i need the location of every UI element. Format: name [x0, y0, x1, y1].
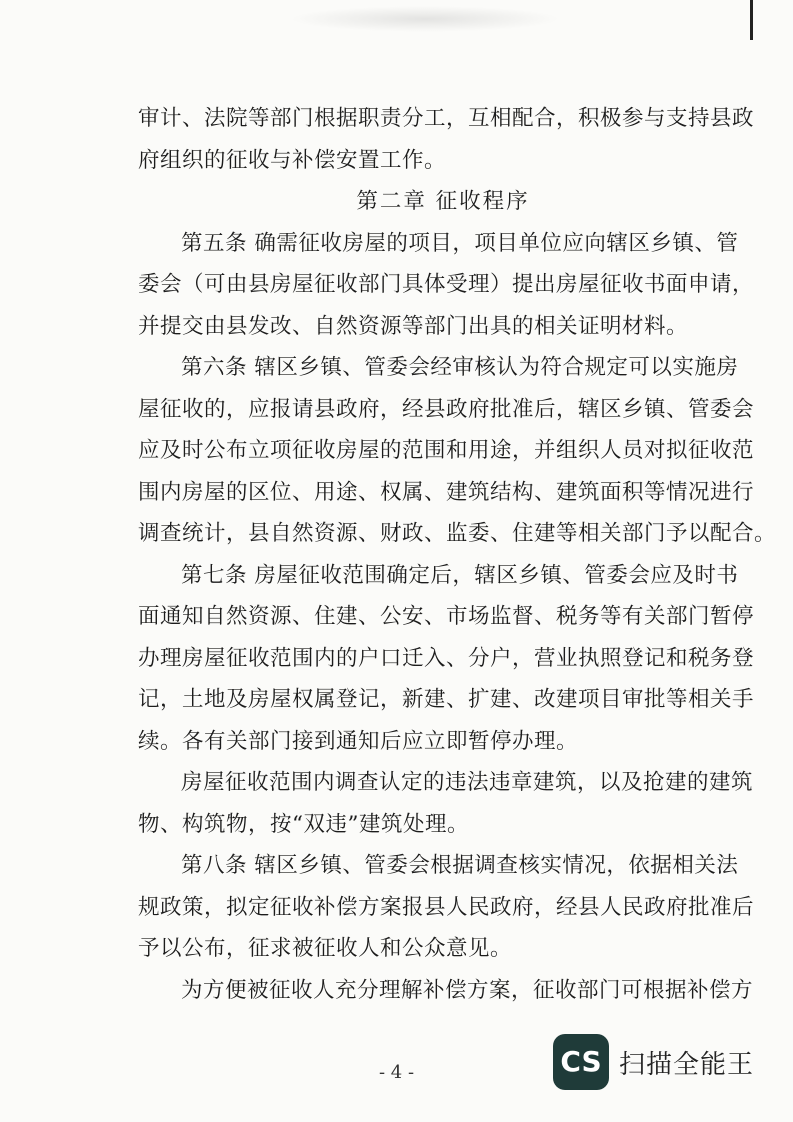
- article-8-line: 第八条 辖区乡镇、管委会根据调查核实情况，依据相关法: [181, 853, 739, 878]
- paragraph-line: 记，土地及房屋权属登记，新建、扩建、改建项目审批等相关手: [138, 687, 755, 712]
- paragraph-line: 委会（可由县房屋征收部门具体受理）提出房屋征收书面申请，: [138, 272, 755, 297]
- paragraph-line: 办理房屋征收范围内的户口迁入、分户，营业执照登记和税务登: [138, 645, 755, 671]
- paragraph-line: 规政策，拟定征收补偿方案报县人民政府，经县人民政府批准后: [138, 894, 755, 920]
- camscanner-watermark: [553, 1034, 763, 1092]
- watermark-label: 扫描全能王: [619, 1050, 755, 1080]
- paragraph-line: 应及时公布立项征收房屋的范围和用途，并组织人员对拟征收范: [138, 438, 755, 463]
- camscanner-logo-icon: CS: [553, 1034, 609, 1090]
- paragraph-line: 房屋征收范围内调查认定的违法违章建筑，以及抢建的建筑: [181, 770, 754, 795]
- article-7-line: 第七条 房屋征收范围确定后，辖区乡镇、管委会应及时书: [181, 562, 739, 588]
- article-5-line: 第五条 确需征收房屋的项目，项目单位应向辖区乡镇、管: [181, 230, 739, 256]
- paragraph-line: 府组织的征收与补偿安置工作。: [138, 147, 447, 173]
- page-edge-mark: [750, 0, 753, 40]
- paragraph-line: 面通知自然资源、住建、公安、市场监督、税务等有关部门暂停: [138, 604, 755, 629]
- paragraph-line: 调查统计，县自然资源、财政、监委、住建等相关部门予以配合。: [138, 521, 777, 546]
- paragraph-line: 予以公布，征求被征收人和公众意见。: [138, 936, 513, 961]
- paragraph-line: 并提交由县发改、自然资源等部门出具的相关证明材料。: [138, 313, 689, 339]
- paragraph-line: 物、构筑物，按“双违”建筑处理。: [138, 811, 469, 837]
- paragraph-line: 屋征收的，应报请县政府，经县政府批准后，辖区乡镇、管委会: [138, 396, 755, 422]
- scan-bleed-through: [290, 6, 560, 32]
- paragraph-line: 为方便被征收人充分理解补偿方案，征收部门可根据补偿方: [181, 977, 754, 1003]
- body-text: [138, 98, 777, 1011]
- paragraph-line: 围内房屋的区位、用途、权属、建筑结构、建筑面积等情况进行: [138, 479, 755, 505]
- page-number: - 4 -: [378, 1062, 415, 1083]
- article-6-line: 第六条 辖区乡镇、管委会经审核认为符合规定可以实施房: [181, 355, 739, 380]
- paragraph-line: 审计、法院等部门根据职责分工，互相配合，积极参与支持县政: [138, 106, 755, 131]
- paragraph-line: 续。各有关部门接到通知后应立即暂停办理。: [138, 728, 579, 754]
- chapter-heading: 第二章 征收程序: [356, 189, 530, 214]
